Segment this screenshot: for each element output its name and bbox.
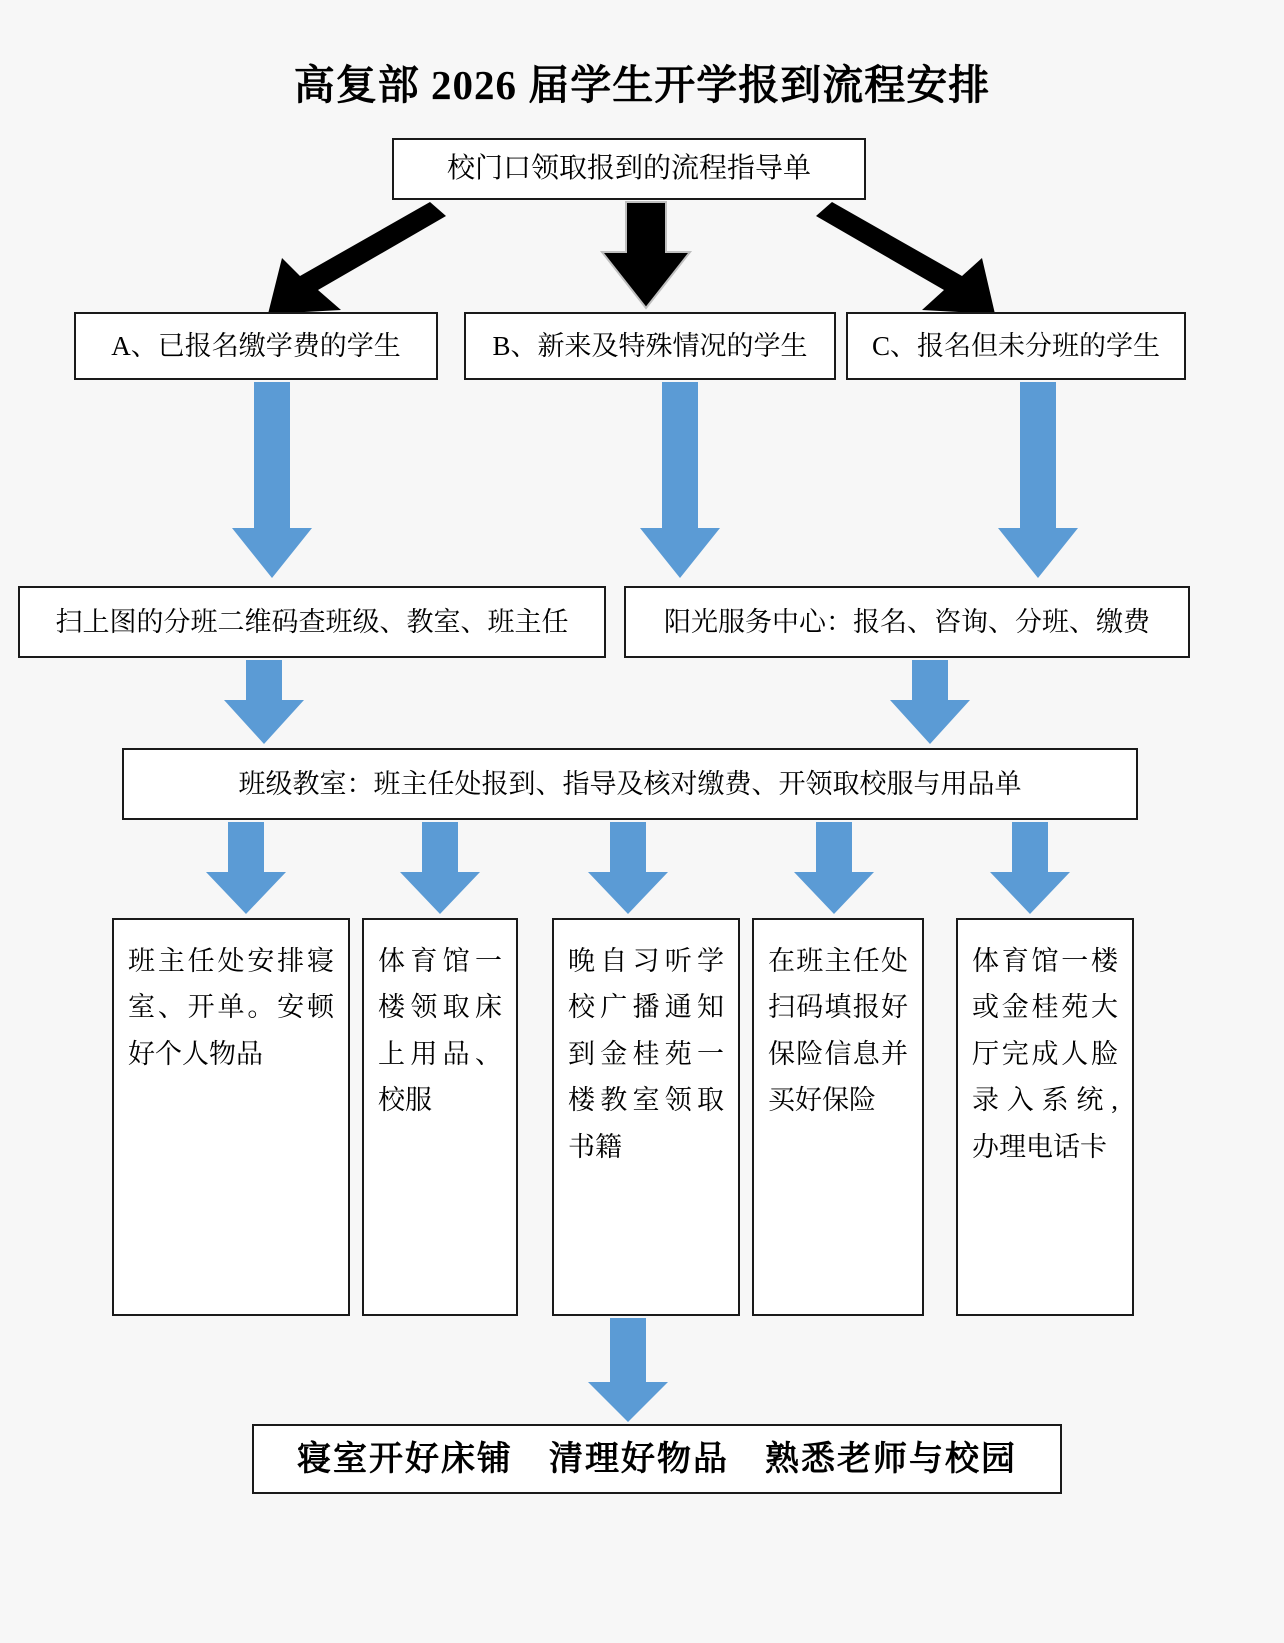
arrow-classroom-to-task3 — [588, 822, 668, 914]
node-entry-label: 校门口领取报到的流程指导单 — [446, 153, 811, 184]
node-task-4: 在班主任处扫码填报好保险信息并买好保险 — [752, 918, 924, 1316]
node-classroom — [122, 748, 1138, 820]
node-sunshine-center-label: 阳光服务中心：报名、咨询、分班、缴费 — [664, 606, 1150, 637]
node-classroom-label: 班级教室：班主任处报到、指导及核对缴费、开领取校服与用品单 — [238, 768, 1022, 799]
arrow-classroom-to-task5 — [990, 822, 1070, 914]
arrow-sunshine-to-classroom — [890, 660, 970, 744]
node-final — [252, 1424, 1062, 1494]
arrow-c-to-sunshine — [998, 382, 1078, 578]
node-sunshine-center — [624, 586, 1190, 658]
node-task-5: 体育馆一楼或金桂苑大厅完成人脸录入系统, 办理电话卡 — [956, 918, 1134, 1316]
node-entry — [392, 138, 866, 200]
arrow-entry-to-a — [268, 202, 446, 314]
arrow-task3-to-final — [588, 1318, 668, 1422]
arrow-classroom-to-task2 — [400, 822, 480, 914]
arrow-entry-to-c — [816, 202, 995, 314]
node-branch-b-label: B、新来及特殊情况的学生 — [492, 330, 808, 361]
arrow-classroom-to-task1 — [206, 822, 286, 914]
node-task-2: 体育馆一楼领取床上用品、校服 — [362, 918, 518, 1316]
node-scan-qr — [18, 586, 606, 658]
arrow-a-to-scan — [232, 382, 312, 578]
node-task-3: 晚自习听学校广播通知到金桂苑一楼教室领取书籍 — [552, 918, 740, 1316]
node-branch-b — [464, 312, 836, 380]
arrow-classroom-to-task4 — [794, 822, 874, 914]
arrow-entry-to-b — [602, 202, 690, 308]
node-branch-a — [74, 312, 438, 380]
arrow-b-to-sunshine — [640, 382, 720, 578]
node-final-label: 寝室开好床铺 清理好物品 熟悉老师与校园 — [297, 1440, 1017, 1478]
node-scan-qr-label: 扫上图的分班二维码查班级、教室、班主任 — [55, 606, 569, 637]
node-branch-a-label: A、已报名缴学费的学生 — [111, 330, 401, 361]
node-task-1: 班主任处安排寝室、开单。安顿好个人物品 — [112, 918, 350, 1316]
arrow-scan-to-classroom — [224, 660, 304, 744]
page-title: 高复部 2026 届学生开学报到流程安排 — [293, 62, 991, 108]
node-branch-c-label: C、报名但未分班的学生 — [871, 330, 1160, 361]
node-branch-c — [846, 312, 1186, 380]
